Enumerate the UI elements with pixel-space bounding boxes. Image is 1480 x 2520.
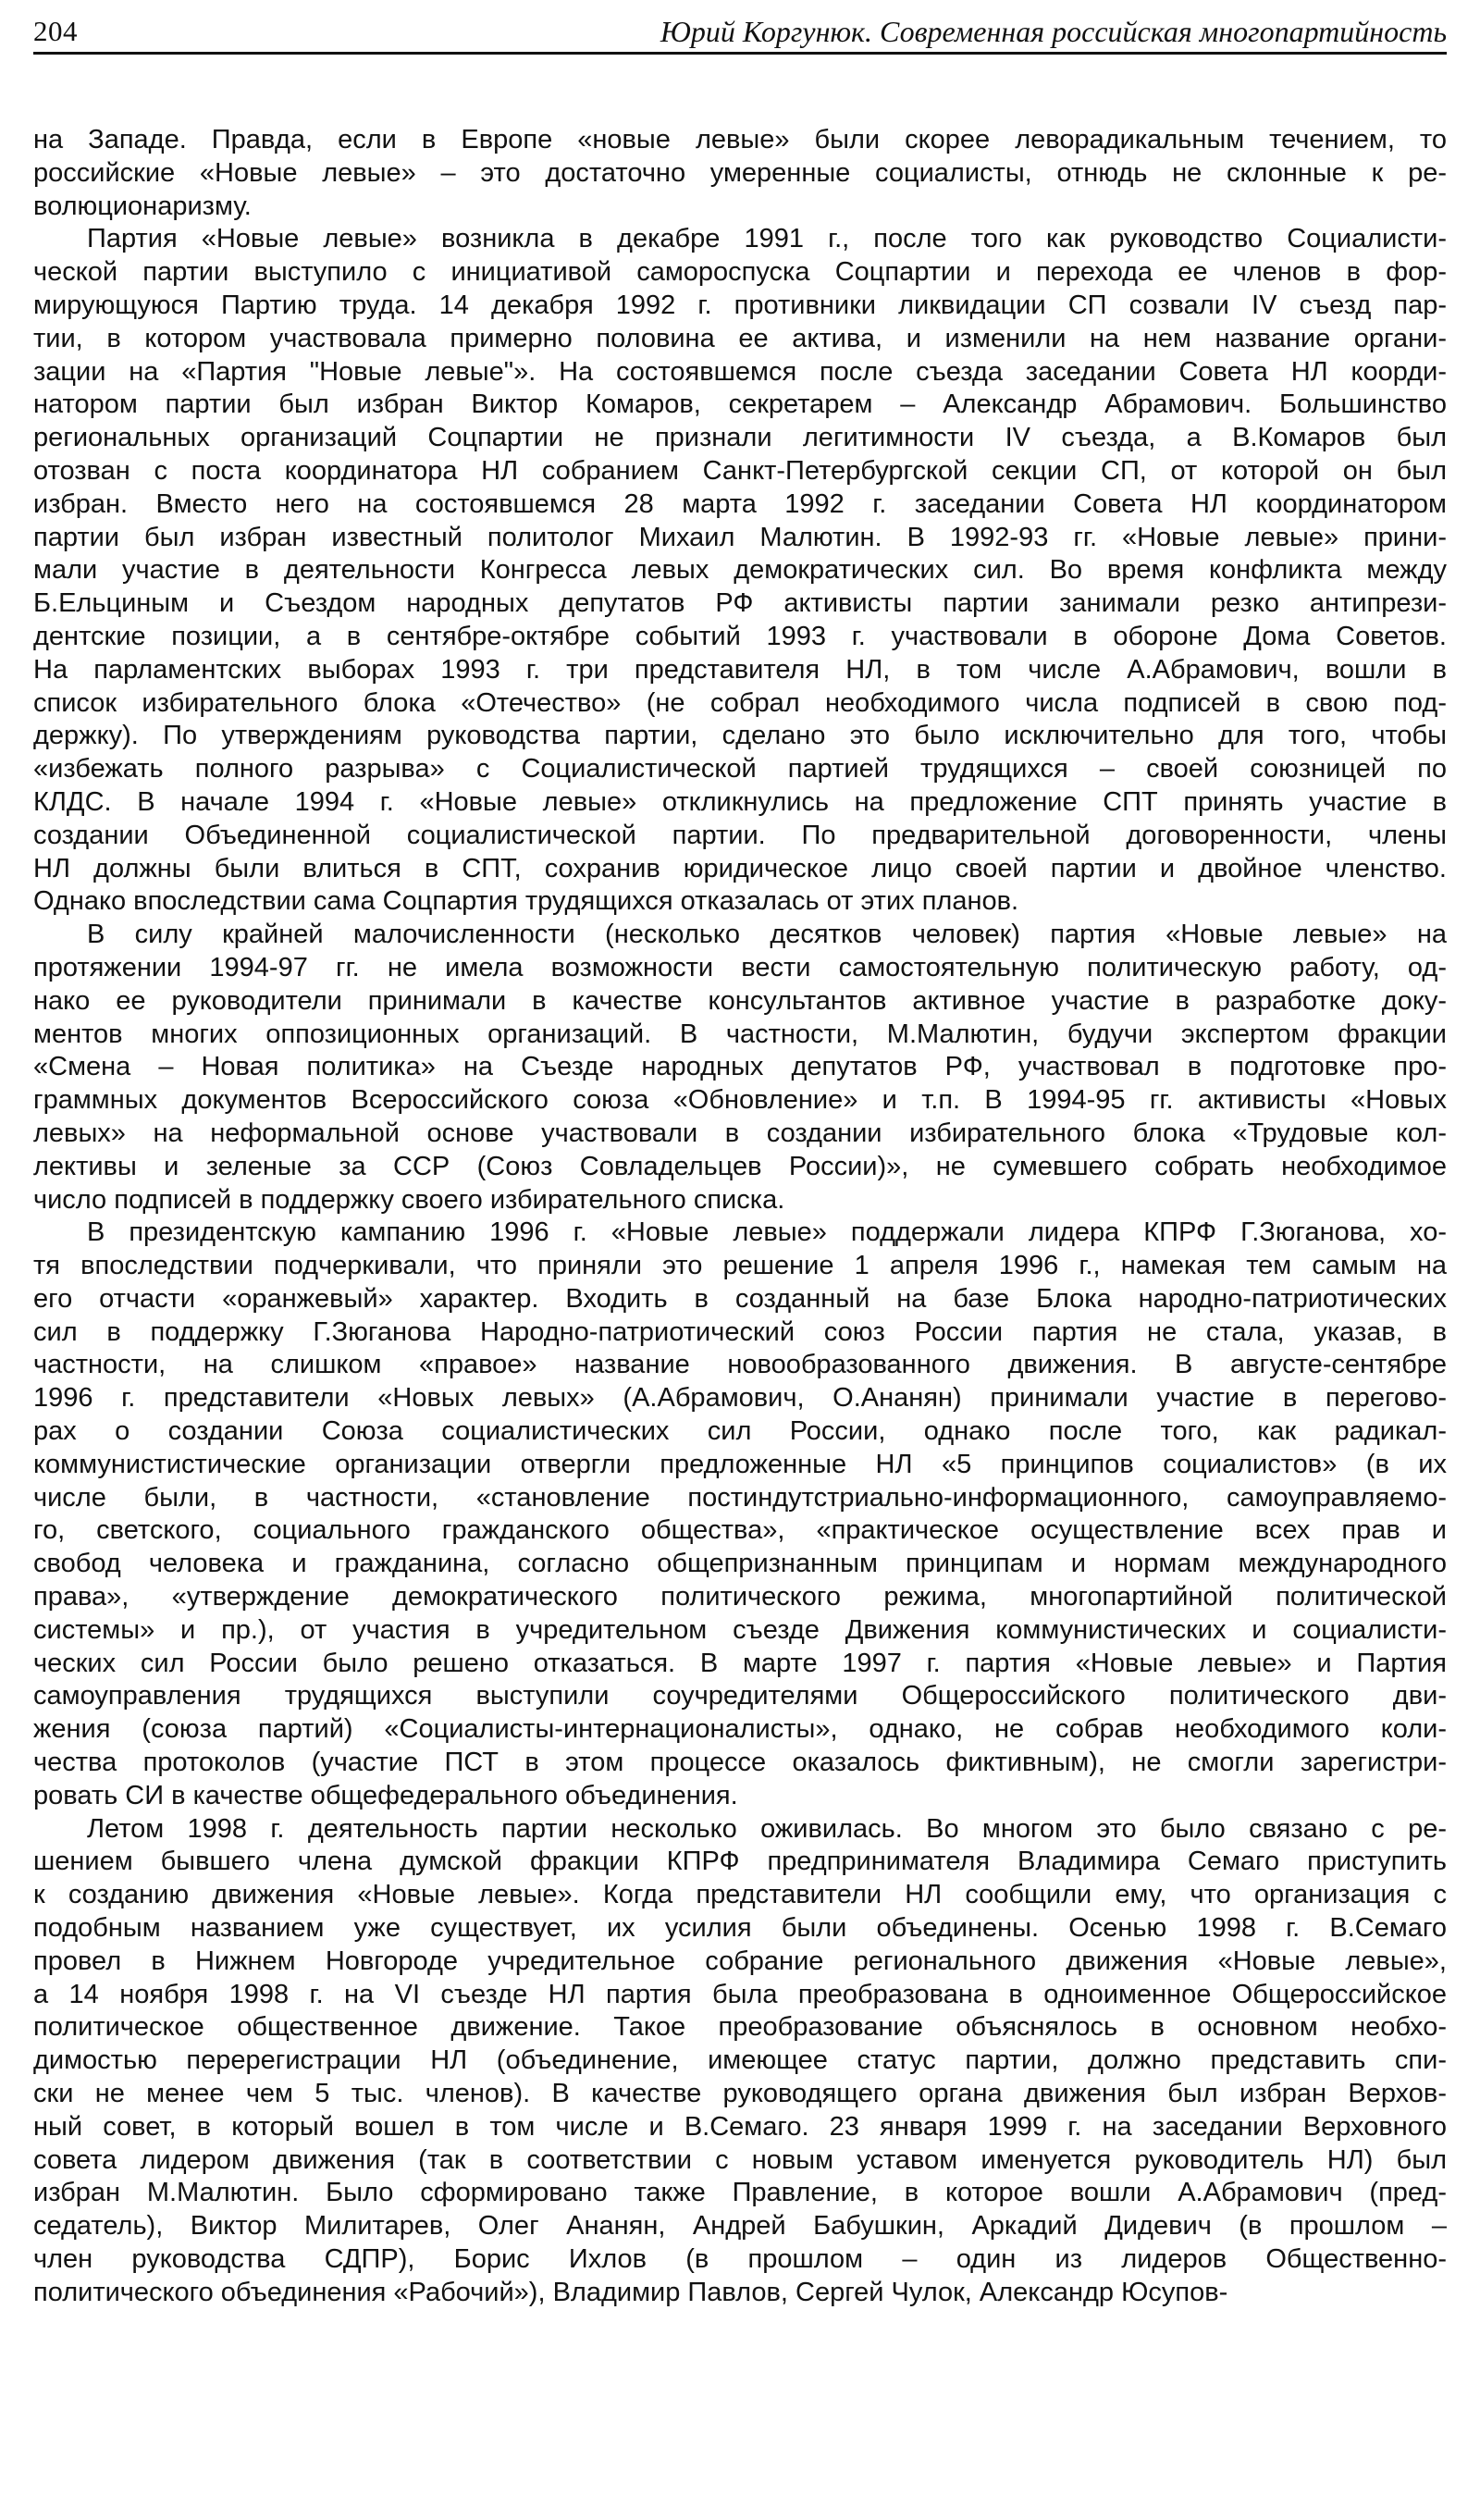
text-line: к созданию движения «Новые левые». Когда представители НЛ сообщили ему, что организация с	[33, 1880, 1447, 1910]
text-line: политическое общественное движение. Такое преобразование объяснялось в основном необхо-	[33, 2012, 1447, 2043]
text-line: зации на «Партия "Новые левые"». На состоявшемся после съезда заседании Совета НЛ коорди-	[33, 356, 1447, 387]
text-line: Однако впоследствии сама Соцпартия трудящихся отказалась от этих планов.	[33, 886, 1019, 917]
text-line: самоуправления трудящихся выступили соучредителями Общероссийского политического дви-	[33, 1681, 1447, 1711]
text-line: граммных документов Всероссийского союза «Обновление» и т.п. В 1994-95 гг. активисты «Новых	[33, 1085, 1447, 1116]
text-line: партии был избран известный политолог Михаил Малютин. В 1992-93 гг. «Новые левые» прини-	[33, 522, 1447, 552]
paragraph	[33, 919, 1447, 1217]
text-line: «избежать полного разрыва» с Социалистической партией трудящихся – своей союзницей по	[33, 754, 1447, 784]
text-line: рах о создании Союза социалистических сил России, однако после того, как радикал-	[33, 1416, 1447, 1447]
text-line: В силу крайней малочисленности (несколько десятков человек) партия «Новые левые» на	[87, 920, 1447, 950]
text-line: го, светского, социального гражданского общества», «практическое осуществление всех прав и	[33, 1515, 1447, 1546]
text-line: ментов многих оппозиционных организаций. В частности, М.Малютин, будучи экспертом фракции	[33, 1019, 1447, 1049]
text-line: подобным названием уже существует, их усилия были объединены. Осенью 1998 г. В.Семаго	[33, 1913, 1447, 1944]
page-number: 204	[33, 15, 78, 47]
text-line: держку). По утверждениям руководства партии, сделано это было исключительно для того, чтобы	[33, 721, 1447, 751]
paragraph	[33, 223, 1447, 919]
text-line: ровать СИ в качестве общефедерального объединения.	[33, 1780, 738, 1810]
text-line: свобод человека и гражданина, согласно общепризнанным принципам и нормам международного	[33, 1549, 1447, 1579]
text-line: сил в поддержку Г.Зюганова Народно-патриотический союз России партия не стала, указав, в	[33, 1316, 1447, 1347]
text-line: на Западе. Правда, если в Европе «новые левые» были скорее леворадикальным течением, то	[33, 125, 1447, 154]
text-line: российские «Новые левые» – это достаточно умеренные социалисты, отнюдь не склонные к ре-	[33, 157, 1447, 188]
text-line: системы» и пр.), от участия в учредительном съезде Движения коммунистических и социалисти-	[33, 1614, 1447, 1645]
text-line: 1996 г. представители «Новых левых» (А.Абрамович, О.Ананян) принимали участие в перегово-	[33, 1383, 1447, 1414]
text-line: избран. Вместо него на состоявшемся 28 марта 1992 г. заседании Совета НЛ координатором	[33, 488, 1447, 519]
text-line: НЛ должны были влиться в СПТ, сохранив юридическое лицо своей партии и двойное членство.	[33, 853, 1447, 883]
text-line: ческой партии выступило с инициативой самороспуска Соцпартии и перехода ее членов в фор-	[33, 257, 1447, 288]
text-line: димостью перерегистрации НЛ (объединение, имеющее статус партии, должно представить спи-	[33, 2045, 1447, 2076]
text-line: избран М.Малютин. Было сформировано также Правление, в которое вошли А.Абрамович (пред-	[33, 2178, 1447, 2208]
text-line: член руководства СДПР), Борис Ихлов (в прошлом – один из лидеров Общественно-	[33, 2244, 1447, 2274]
text-line: нако ее руководители принимали в качестве консультантов активное участие в разработке доку-	[33, 985, 1447, 1016]
text-line: Партия «Новые левые» возникла в декабре 1991 г., после того как руководство Социалисти-	[87, 224, 1447, 254]
text-line: его отчасти «оранжевый» характер. Входить в созданный на базе Блока народно-патриотических	[33, 1283, 1447, 1314]
text-line: число подписей в поддержку своего избирательного списка.	[33, 1184, 785, 1215]
text-line: создании Объединенной социалистической партии. По предварительной договоренности, члены	[33, 820, 1447, 850]
text-line: совета лидером движения (так в соответствии с новым уставом именуется руководитель НЛ) был	[33, 2144, 1447, 2175]
text-line: частности, на слишком «правое» название новообразованного движения. В августе-сентябре	[33, 1350, 1447, 1380]
text-line: провел в Нижнем Новгороде учредительное собрание регионального движения «Новые левые»,	[33, 1946, 1447, 1976]
text-line: дентские позиции, а в сентябре-октябре событий 1993 г. участвовали в обороне Дома Советов.	[33, 621, 1447, 651]
text-line: права», «утверждение демократического политического режима, многопартийной политической	[33, 1582, 1447, 1612]
text-line: В президентскую кампанию 1996 г. «Новые левые» поддержали лидера КПРФ Г.Зюганова, хо-	[87, 1217, 1447, 1248]
text-line: ный совет, в который вошел в том числе и В.Семаго. 23 января 1999 г. на заседании Верховного	[33, 2111, 1447, 2142]
paragraph	[33, 1217, 1447, 1812]
text-line: мали участие в деятельности Конгресса левых демократических сил. Во время конфликта между	[33, 555, 1447, 586]
body-text	[33, 124, 1447, 2310]
text-line: список избирательного блока «Отечество» (не собрал необходимого числа подписей в свою под-	[33, 687, 1447, 718]
text-line: «Смена – Новая политика» на Съезде народных депутатов РФ, участвовал в подготовке про-	[33, 1052, 1447, 1082]
text-line: седатель), Виктор Милитарев, Олег Ананян, Андрей Бабушкин, Аркадий Дидевич (в прошлом –	[33, 2211, 1447, 2242]
text-line: ческих сил России было решено отказаться. В марте 1997 г. партия «Новые левые» и Партия	[33, 1648, 1447, 1678]
running-title: Юрий Коргунюк. Современная российская многопартийность	[660, 15, 1447, 48]
paragraph	[33, 1813, 1447, 2310]
text-line: лективы и зеленые за ССР (Союз Совладельцев России)», не сумевшего собрать необходимое	[33, 1151, 1447, 1181]
text-line: мирующуюся Партию труда. 14 декабря 1992 г. противники ликвидации СП созвали IV съезд пар-	[33, 290, 1447, 320]
text-line: а 14 ноября 1998 г. на VI съезде НЛ партия была преобразована в одноименное Общероссийское	[33, 1979, 1447, 2009]
running-header	[33, 13, 1447, 55]
paragraph	[33, 124, 1447, 223]
text-line: региональных организаций Соцпартии не признали легитимности IV съезда, а В.Комаров был	[33, 423, 1447, 453]
text-line: натором партии был избран Виктор Комаров, секретарем – Александр Абрамович. Большинство	[33, 389, 1447, 420]
text-line: ски не менее чем 5 тыс. членов). В качестве руководящего органа движения был избран Верхов-	[33, 2079, 1447, 2109]
text-line: На парламентских выборах 1993 г. три представителя НЛ, в том числе А.Абрамович, вошли в	[33, 654, 1447, 685]
text-line: чества протоколов (участие ПСТ в этом процессе оказалось фиктивным), не смогли зарегистри-	[33, 1748, 1447, 1778]
text-line: КЛДС. В начале 1994 г. «Новые левые» откликнулись на предложение СПТ принять участие в	[33, 786, 1447, 817]
text-line: левых» на неформальной основе участвовали в создании избирательного блока «Трудовые кол-	[33, 1118, 1447, 1148]
text-line: шением бывшего члена думской фракции КПРФ предпринимателя Владимира Семаго приступить	[33, 1847, 1447, 1877]
text-line: протяжении 1994-97 гг. не имела возможности вести самостоятельную политическую работу, од-	[33, 952, 1447, 982]
text-line: Летом 1998 г. деятельность партии несколько оживилась. Во многом это было связано с ре-	[87, 1813, 1447, 1844]
text-line: волюционаризму.	[33, 191, 252, 221]
text-line: коммунистистические организации отвергли предложенные НЛ «5 принципов социалистов» (в их	[33, 1449, 1447, 1479]
text-line: тя впоследствии подчеркивали, что приняли это решение 1 апреля 1996 г., намекая тем самым на	[33, 1251, 1447, 1281]
text-line: жения (союза партий) «Социалисты-интернационалисты», однако, не собрав необходимого коли-	[33, 1714, 1447, 1745]
text-line: тии, в котором участвовала примерно половина ее актива, и изменили на нем название органи-	[33, 323, 1447, 353]
text-line: политического объединения «Рабочий»), Владимир Павлов, Сергей Чулок, Александр Юсупов-	[33, 2277, 1228, 2307]
text-line: отозван с поста координатора НЛ собранием Санкт-Петербургской секции СП, от которой он был	[33, 455, 1447, 486]
text-line: числе были, в частности, «становление постиндутстриально-информационного, самоуправляемо-	[33, 1482, 1447, 1513]
text-line: Б.Ельциным и Съездом народных депутатов РФ активисты партии занимали резко антипрези-	[33, 588, 1447, 619]
